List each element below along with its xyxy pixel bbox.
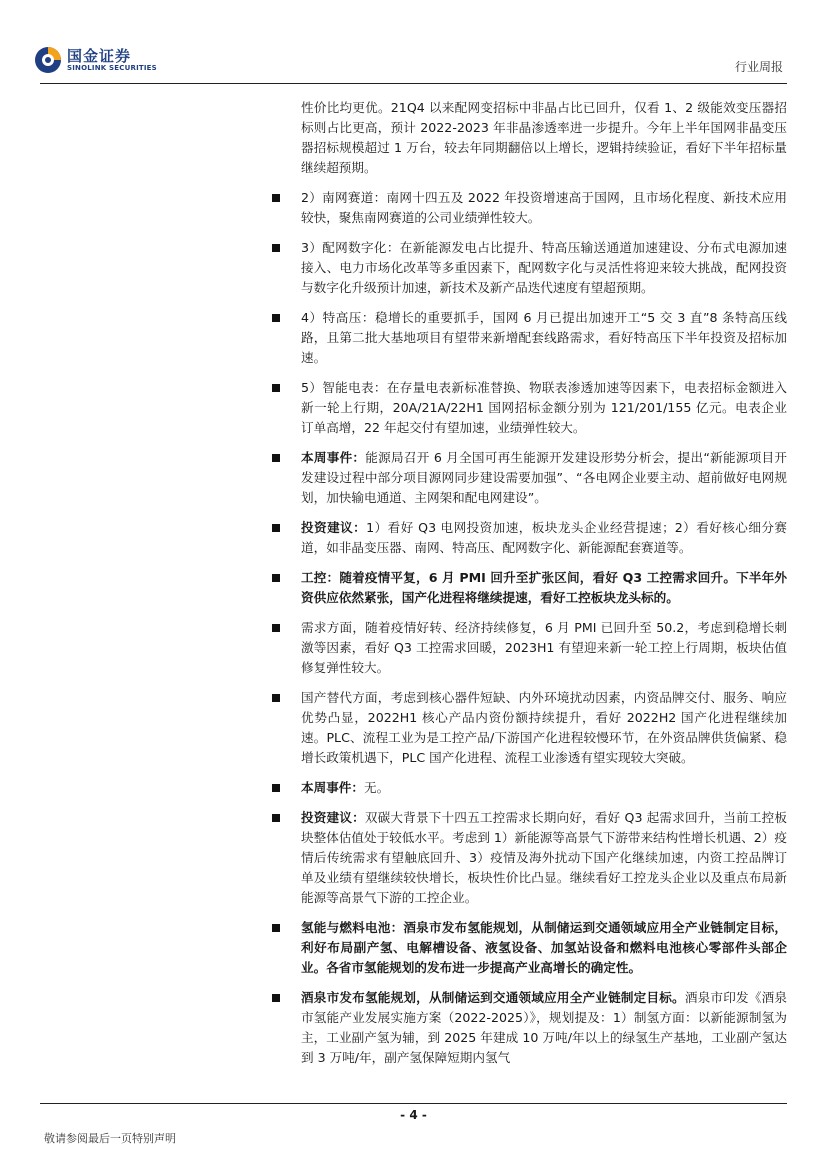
report-type: 行业周报 — [734, 60, 783, 74]
paragraph-bold-text: 本周事件： — [301, 450, 366, 465]
paragraph-bold-text: 工控：随着疫情平复，6 月 PMI 回升至扩张区间，看好 Q3 工控需求回升。下半年外资供应依然紧张，国产化进程将继续提速，看好工控板块龙头标的。 — [301, 570, 787, 605]
paragraph — [270, 518, 787, 558]
paragraph-text: 4）特高压：稳增长的重要抓手，国网 6 月已提出加速开工“5 交 3 直”8 条特高压线路，且第二批大基地项目有望带来新增配套线路需求，看好特高压下半年投资及招标加速。 — [301, 310, 787, 365]
page-header — [0, 0, 827, 84]
paragraph — [270, 98, 787, 178]
square-bullet-icon — [272, 314, 280, 322]
square-bullet-icon — [272, 574, 280, 582]
paragraph-bold-text: 投资建议： — [301, 520, 367, 535]
paragraph — [270, 988, 787, 1068]
paragraph-text: 双碳大背景下十四五工控需求长期向好，看好 Q3 起需求回升，当前工控板块整体估值处于较低水平。考虑到 1）新能源等高景气下游带来结构性增长机遇、2）疫情后传统需求有望触底回升、3）疫情及海外扰动下国产化继续加速，内资工控品牌订单及业绩有望继续较快增长，板块性价比凸显。继续看好工控龙头企业以及重点布局新能源等高景气下游的工控企业。 — [301, 810, 787, 905]
paragraph — [270, 238, 787, 298]
square-bullet-icon — [272, 994, 280, 1002]
paragraph-text: 3）配网数字化：在新能源发电占比提升、特高压输送通道加速建设、分布式电源加速接入、电力市场化改革等多重因素下，配网数字化与灵活性将迎来较大挑战，配网投资与数字化升级预计加速，新技术及新产品迭代速度有望超预期。 — [301, 240, 787, 295]
brand-name-cn: 国金证券 — [67, 47, 132, 65]
paragraph — [270, 188, 787, 228]
brand-name-en: SINOLINK SECURITIES — [67, 64, 157, 72]
paragraph — [270, 378, 787, 438]
paragraph — [270, 918, 787, 978]
paragraph-text: 酒泉市印发《酒泉市氢能产业发展实施方案（2022-2025）》，规划提及：1）制氢方面：以新能源制氢为主，工业副产氢为辅，到 2025 年建成 10 万吨/年以上的绿氢生产基地，工业副产氢达到 3 万吨/年，副产氢保障短期内氢气 — [301, 990, 788, 1065]
paragraph-bold-text: 投资建议： — [301, 810, 365, 825]
paragraph-text: 能源局召开 6 月全国可再生能源开发建设形势分析会，提出“新能源项目开发建设过程中部分项目源网同步建设需要加强”、“各电网企业要主动、超前做好电网规划，加快输电通道、主网架和配电网建设”。 — [301, 450, 787, 505]
paragraph-bold-text: 本周事件： — [301, 780, 364, 795]
disclaimer-text: 敬请参阅最后一页特别声明 — [44, 1132, 176, 1145]
square-bullet-icon — [272, 454, 280, 462]
paragraph — [270, 618, 787, 678]
paragraph-text: 性价比均更优。21Q4 以来配网变招标中非晶占比已回升，仅看 1、2 级能效变压器招标则占比更高，预计 2022-2023 年非晶渗透率进一步提升。今年上半年国网非晶变压器招标规模超过 1 万台，较去年同期翻倍以上增长，逻辑持续验证，看好下半年招标量继续超预期。 — [301, 100, 787, 175]
paragraph-bold-text: 氢能与燃料电池：酒泉市发布氢能规划，从制储运到交通领域应用全产业链制定目标，利好布局副产氢、电解槽设备、液氢设备、加氢站设备和燃料电池核心零部件头部企业。各省市氢能规划的发布进一步提高产业高增长的确定性。 — [301, 920, 787, 975]
square-bullet-icon — [272, 924, 280, 932]
header-divider — [40, 83, 787, 84]
body-content — [270, 98, 787, 1078]
footer-divider — [40, 1103, 787, 1104]
paragraph-text: 国产替代方面，考虑到核心器件短缺、内外环境扰动因素，内资品牌交付、服务、响应优势凸显，2022H1 核心产品内资份额持续提升，看好 2022H2 国产化进程继续加速。PLC、流程工业为是工控产品/下游国产化进程较慢环节，在外资品牌供货偏紧、稳增长政策机遇下，PLC 国产化进程、流程工业渗透有望实现较大突破。 — [301, 690, 787, 765]
paragraph — [270, 568, 787, 608]
paragraph-text: 1）看好 Q3 电网投资加速，板块龙头企业经营提速；2）看好核心细分赛道，如非晶变压器、南网、特高压、配网数字化、新能源配套赛道等。 — [301, 520, 787, 555]
sinolink-logo-icon — [34, 46, 62, 74]
sinolink-logo — [34, 45, 157, 77]
square-bullet-icon — [272, 624, 280, 632]
paragraph-bold-text: 酒泉市发布氢能规划，从制储运到交通领域应用全产业链制定目标。 — [301, 990, 685, 1005]
square-bullet-icon — [272, 814, 280, 822]
paragraph — [270, 808, 787, 908]
paragraph — [270, 308, 787, 368]
square-bullet-icon — [272, 524, 280, 532]
square-bullet-icon — [272, 244, 280, 252]
square-bullet-icon — [272, 694, 280, 702]
square-bullet-icon — [272, 194, 280, 202]
paragraph-text: 5）智能电表：在存量电表新标准替换、物联表渗透加速等因素下，电表招标金额进入新一轮上行期，20A/21A/22H1 国网招标金额分别为 121/201/155 亿元。电表企业订单高增，22 年起交付有望加速，业绩弹性较大。 — [301, 380, 787, 435]
square-bullet-icon — [272, 784, 280, 792]
paragraph-text: 无。 — [363, 780, 390, 795]
paragraph-text: 2）南网赛道：南网十四五及 2022 年投资增速高于国网，且市场化程度、新技术应用较快，聚焦南网赛道的公司业绩弹性较大。 — [301, 190, 787, 225]
square-bullet-icon — [272, 384, 280, 392]
paragraph — [270, 778, 787, 798]
paragraph — [270, 688, 787, 768]
paragraph-text: 需求方面，随着疫情好转、经济持续修复，6 月 PMI 已回升至 50.2，考虑到稳增长刺激等因素，看好 Q3 工控需求回暖，2023H1 有望迎来新一轮工控上行周期，板块估值修复弹性较大。 — [301, 620, 787, 675]
page-number: - 4 - — [400, 1108, 427, 1122]
paragraph — [270, 448, 787, 508]
